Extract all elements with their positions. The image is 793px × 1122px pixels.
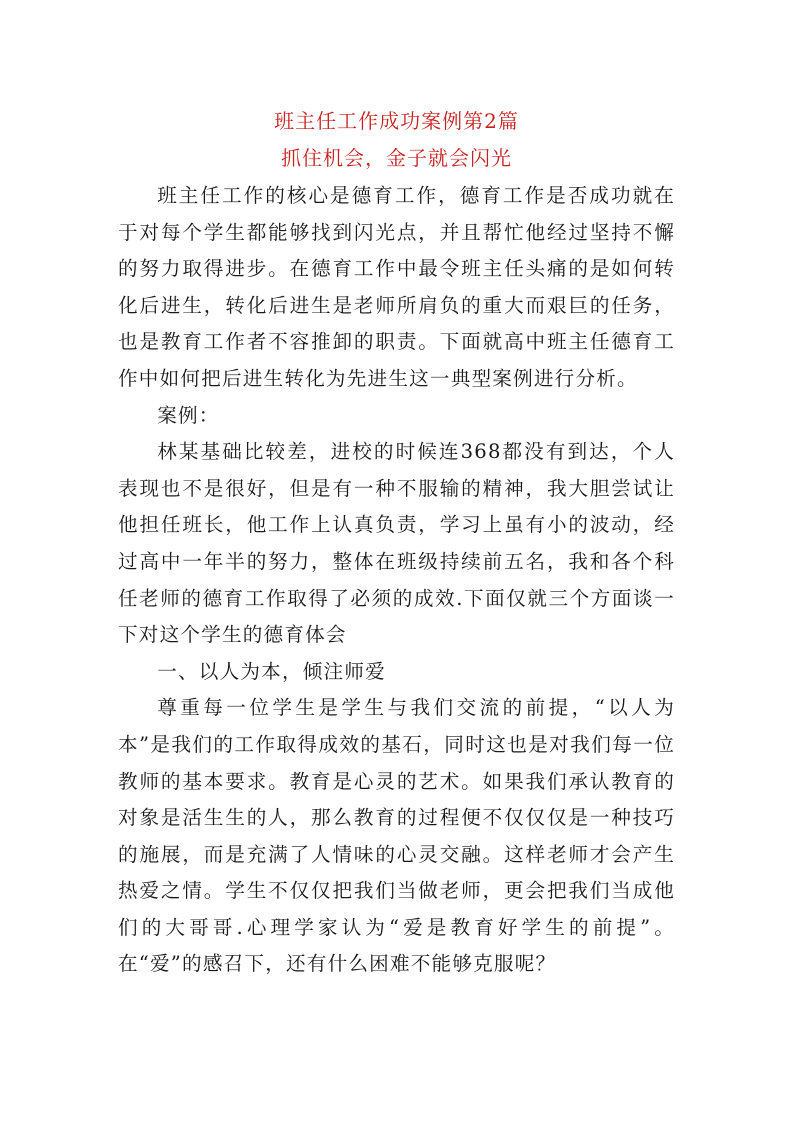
paragraph-intro: 班主任工作的核心是德育工作，德育工作是否成功就在于对每个学生都能够找到闪光点，并且帮忙他经过坚持不懈的努力取得进步。在德育工作中最令班主任头痛的是如何转化后进生，转化后进生是老师所肩负的重大而艰巨的任务，也是教育工作者不容推卸的职责。下面就高中班主任德育工作中如何把后进生转化为先进生这一典型案例进行分析。 bbox=[118, 184, 675, 390]
paragraph-case-label: 案例： bbox=[157, 403, 220, 427]
paragraph-case: 林某基础比较差，进校的时候连368都没有到达，个人表现也不是很好，但是有一种不服输的精神，我大胆尝试让他担任班长，他工作上认真负责，学习上虽有小的波动，经过高中一年半的努力，整体在班级持续前五名，我和各个科任老师的德育工作取得了必须的成效.下面仅就三个方面谈一下对这个学生的德育体会 bbox=[118, 440, 675, 647]
paragraph-section-1: 尊重每一位学生是学生与我们交流的前提，“以人为本”是我们的工作取得成效的基石，同时这也是对我们每一位教师的基本要求。教育是心灵的艺术。如果我们承认教育的对象是活生生的人，那么教育的过程便不仅仅仅是一种技巧的施展，而是充满了人情味的心灵交融。这样老师才会产生热爱之情。学生不仅仅把我们当做老师，更会把我们当成他们的大哥哥.心理学家认为“爱是教育好学生的前提”。在“爱”的感召下，还有什么困难不能够克服呢？ bbox=[118, 696, 675, 976]
page-title: 班主任工作成功案例第2篇 bbox=[274, 109, 519, 133]
document-body bbox=[118, 178, 675, 983]
page-subtitle: 抓住机会，金子就会闪光 bbox=[281, 146, 512, 170]
section-heading: 一、以人为本，倾注师爱 bbox=[157, 659, 386, 683]
